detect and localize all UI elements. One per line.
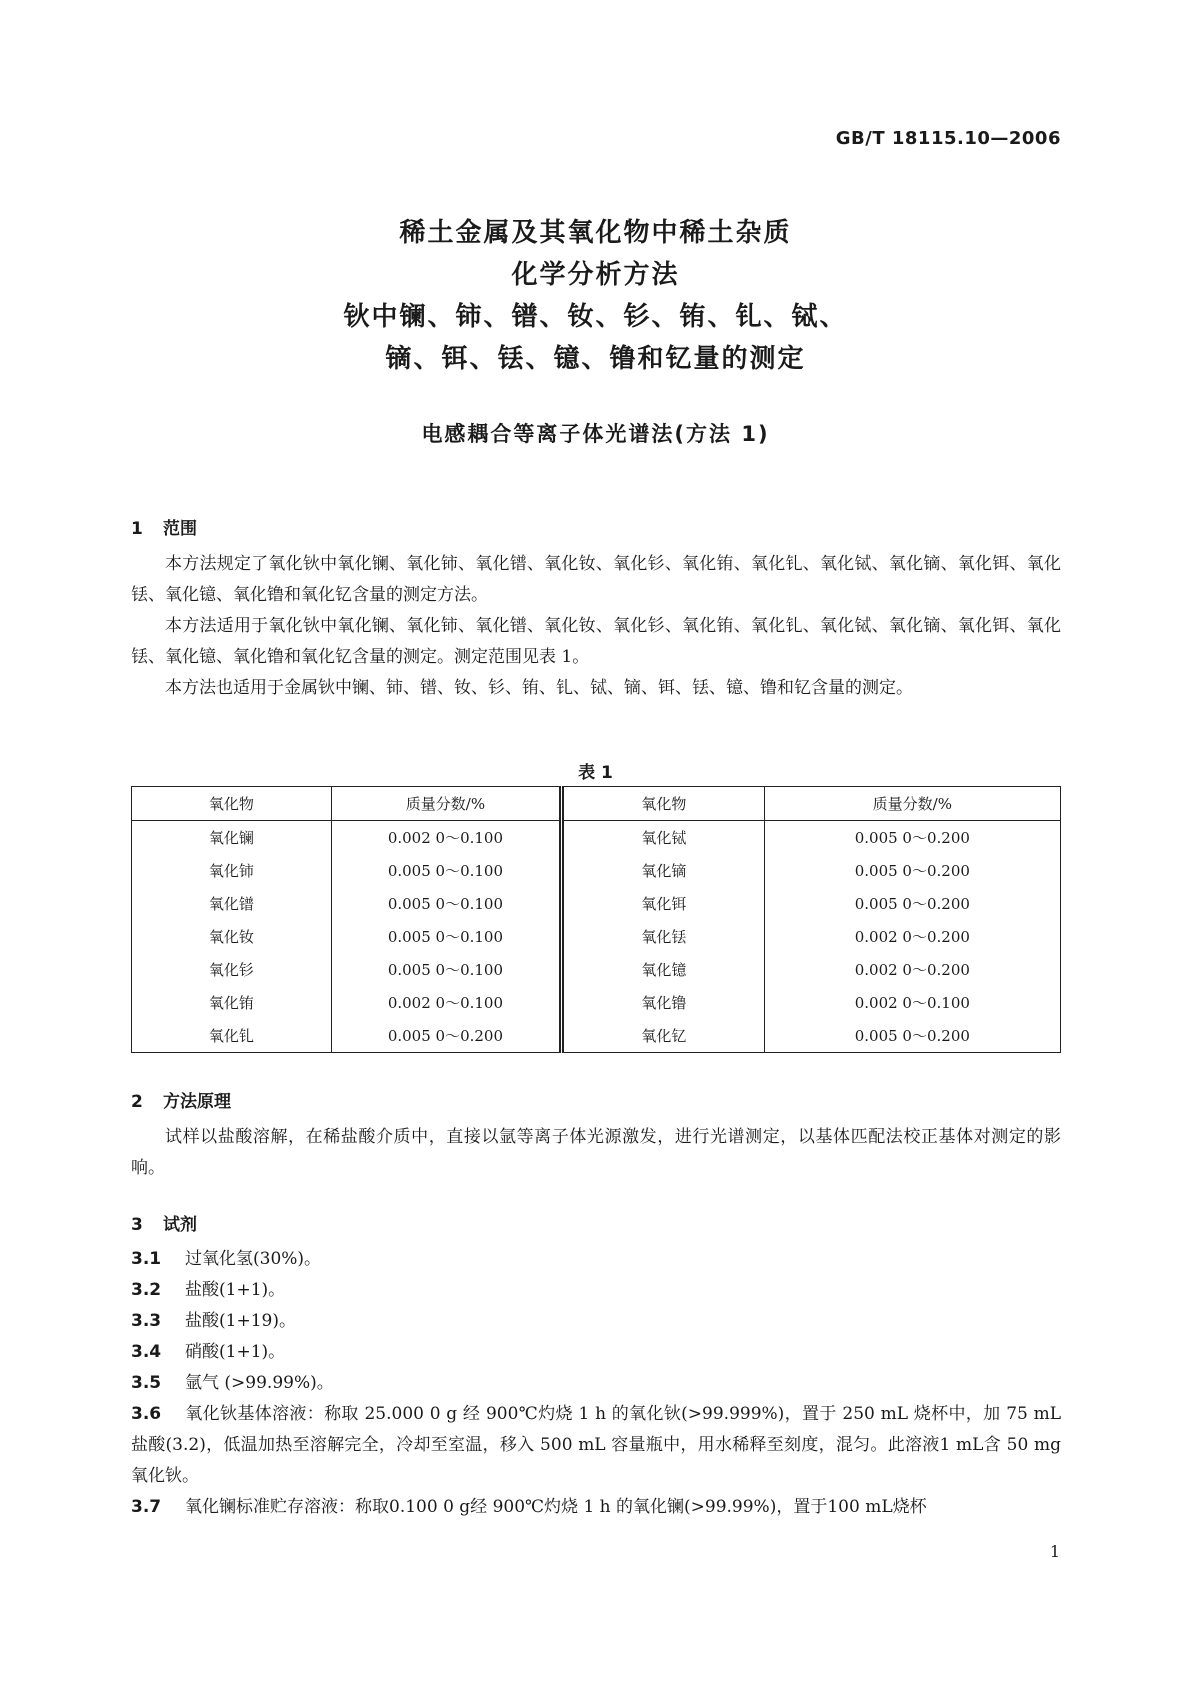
- subtitle: 电感耦合等离子体光谱法(方法 1): [421, 422, 770, 446]
- title-line-1: 稀土金属及其氧化物中稀土杂质: [399, 218, 792, 248]
- reagent-item: [131, 1244, 1061, 1275]
- table-cell: 0.005 0～0.200: [854, 862, 970, 880]
- item-text: 氩气 (>99.99%)。: [185, 1373, 334, 1393]
- table-cell: 氧化钇: [562, 1019, 765, 1053]
- reagent-item: [131, 1275, 1061, 1306]
- header-oxide: 氧化物: [132, 787, 332, 821]
- table-cell: 氧化镧: [132, 821, 332, 855]
- reagent-item: [131, 1337, 1061, 1368]
- table-cell: 0.005 0～0.100: [331, 920, 561, 953]
- table-row: [132, 953, 1061, 986]
- reagent-item: [131, 1368, 1061, 1399]
- table-cell: 氧化镨: [132, 887, 332, 920]
- table-cell: 0.005 0～0.100: [331, 887, 561, 920]
- standard-number: GB/T 18115.10—2006: [835, 128, 1061, 149]
- table-cell: 0.005 0～0.200: [854, 829, 970, 847]
- item-text: 氧化钬基体溶液：称取 25.000 0 g 经 900℃灼烧 1 h 的氧化钬(>99.999%)，置于 250 mL 烧杯中，加 75 mL 盐酸(3.2)，低温加热至溶解完全，冷却至室温，移入 500 mL 容量瓶中，用水稀释至刻度，混匀。此溶液1 mL含 50 mg 氧化钬。: [131, 1404, 1061, 1486]
- section-title: 范围: [163, 519, 197, 539]
- table-cell: 氧化钐: [132, 953, 332, 986]
- section-1-heading: [131, 514, 197, 539]
- item-number: 3.2: [131, 1280, 162, 1300]
- table-cell: 氧化镥: [562, 986, 765, 1019]
- table-cell: 氧化铕: [132, 986, 332, 1019]
- table-cell: 0.002 0～0.100: [331, 986, 561, 1019]
- header-mass-fraction: 质量分数/%: [764, 787, 1060, 821]
- section-number: 3: [131, 1215, 143, 1235]
- reagent-item: [131, 1399, 1061, 1492]
- table-cell: 氧化镱: [562, 953, 765, 986]
- section-number: 2: [131, 1092, 143, 1112]
- section-title: 试剂: [163, 1215, 197, 1235]
- table-row: [132, 821, 1061, 855]
- section-2-body: [131, 1122, 1061, 1184]
- section-title: 方法原理: [163, 1092, 231, 1112]
- item-text: 硝酸(1+1)。: [185, 1342, 286, 1362]
- table-cell: 0.005 0～0.200: [854, 895, 970, 913]
- table-cell: 氧化镝: [562, 854, 765, 887]
- item-number: 3.5: [131, 1373, 162, 1393]
- reagent-item: [131, 1306, 1061, 1337]
- table-cell: 氧化铈: [132, 854, 332, 887]
- table-cell: 0.005 0～0.100: [331, 854, 561, 887]
- table-cell: 氧化钆: [132, 1019, 332, 1053]
- section-1-body: [131, 549, 1061, 704]
- item-text: 过氧化氢(30%)。: [185, 1249, 322, 1269]
- range-table: [131, 786, 1061, 1053]
- reagent-item: [131, 1492, 1061, 1523]
- table-row: [132, 854, 1061, 887]
- page-number: 1: [1049, 1542, 1060, 1561]
- item-number: 3.3: [131, 1311, 162, 1331]
- table-cell: 氧化铥: [562, 920, 765, 953]
- header-mass-fraction: 质量分数/%: [331, 787, 561, 821]
- title-line-4: 镝、铒、铥、镱、镥和钇量的测定: [385, 344, 806, 374]
- table-header-row: [132, 787, 1061, 821]
- table-cell: 0.005 0～0.200: [331, 1019, 561, 1053]
- paragraph: 本方法适用于氧化钬中氧化镧、氧化铈、氧化镨、氧化钕、氧化钐、氧化铕、氧化钆、氧化铽、氧化镝、氧化铒、氧化铥、氧化镱、氧化镥和氧化钇含量的测定。测定范围见表 1。: [131, 616, 1061, 667]
- paragraph: 试样以盐酸溶解，在稀盐酸介质中，直接以氩等离子体光源激发，进行光谱测定，以基体匹配法校正基体对测定的影响。: [131, 1127, 1061, 1178]
- table-cell: 0.002 0～0.100: [854, 994, 970, 1012]
- header-oxide: 氧化物: [562, 787, 765, 821]
- item-text: 氧化镧标准贮存溶液：称取0.100 0 g经 900℃灼烧 1 h 的氧化镧(>99.99%)，置于100 mL烧杯: [185, 1497, 927, 1517]
- table-cell: 0.002 0～0.200: [854, 961, 970, 979]
- table-row: [132, 986, 1061, 1019]
- paragraph: 本方法规定了氧化钬中氧化镧、氧化铈、氧化镨、氧化钕、氧化钐、氧化铕、氧化钆、氧化铽、氧化镝、氧化铒、氧化铥、氧化镱、氧化镥和氧化钇含量的测定方法。: [131, 554, 1061, 605]
- section-2-heading: [131, 1087, 231, 1112]
- item-text: 盐酸(1+19)。: [185, 1311, 296, 1331]
- table-row: [132, 887, 1061, 920]
- item-number: 3.6: [131, 1404, 162, 1424]
- table-cell: 氧化铽: [562, 821, 765, 855]
- item-number: 3.7: [131, 1497, 162, 1517]
- title-line-2: 化学分析方法: [511, 260, 680, 290]
- table-row: [132, 920, 1061, 953]
- paragraph: 本方法也适用于金属钬中镧、铈、镨、钕、钐、铕、钆、铽、镝、铒、铥、镱、镥和钇含量的测定。: [165, 678, 913, 698]
- table-cell: 氧化铒: [562, 887, 765, 920]
- table-row: [132, 1019, 1061, 1053]
- title-line-3: 钬中镧、铈、镨、钕、钐、铕、钆、铽、: [343, 302, 848, 332]
- table-caption: 表 1: [578, 763, 613, 783]
- section-number: 1: [131, 519, 143, 539]
- item-number: 3.4: [131, 1342, 162, 1362]
- item-text: 盐酸(1+1)。: [185, 1280, 286, 1300]
- table-cell: 0.002 0～0.100: [331, 821, 561, 855]
- table-cell: 0.005 0～0.100: [331, 953, 561, 986]
- table-cell: 氧化钕: [132, 920, 332, 953]
- table-cell: 0.002 0～0.200: [854, 928, 970, 946]
- item-number: 3.1: [131, 1249, 162, 1269]
- table-cell: 0.005 0～0.200: [854, 1027, 970, 1045]
- section-3-heading: [131, 1210, 197, 1235]
